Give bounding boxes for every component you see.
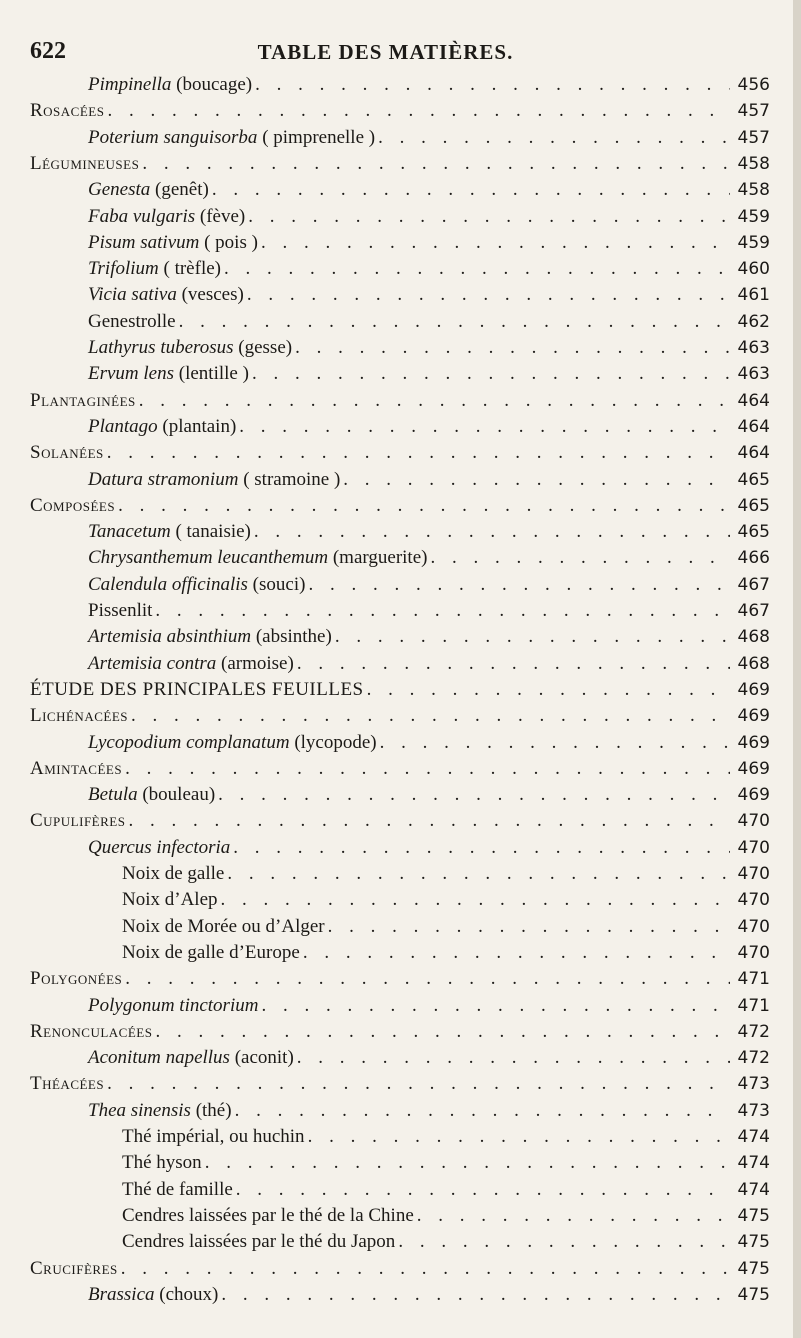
toc-entry-label bbox=[88, 730, 377, 756]
toc-entry bbox=[30, 1019, 770, 1045]
latin-name: Poterium sanguisorba bbox=[88, 126, 258, 148]
dot-leader bbox=[179, 309, 730, 335]
toc-entry bbox=[88, 467, 770, 493]
toc-page-number: 463 bbox=[737, 338, 770, 358]
toc-entry bbox=[30, 808, 770, 834]
toc-entry-label bbox=[122, 1203, 414, 1229]
dot-leader bbox=[335, 624, 730, 650]
dot-leader bbox=[252, 361, 730, 387]
toc-entry bbox=[122, 1203, 770, 1229]
common-name: (bouleau) bbox=[137, 784, 216, 806]
toc-page-number: 472 bbox=[737, 1021, 770, 1042]
latin-name: Datura stramonium bbox=[88, 468, 239, 490]
toc-page-number: 475 bbox=[737, 1258, 770, 1279]
toc-entry bbox=[122, 1124, 770, 1150]
toc-entry bbox=[88, 335, 770, 361]
toc-page-number: 466 bbox=[737, 548, 770, 569]
common-name: (lentille ) bbox=[174, 363, 249, 385]
latin-name: Aconitum napellus bbox=[88, 1047, 230, 1069]
dot-leader bbox=[212, 177, 730, 203]
toc-page-number: 474 bbox=[737, 1127, 770, 1147]
toc-page-number: 469 bbox=[737, 732, 770, 753]
toc-entry-label bbox=[88, 1098, 232, 1124]
common-name: (genêt) bbox=[150, 179, 209, 201]
toc-entry bbox=[30, 966, 770, 992]
toc-page-number: 457 bbox=[737, 127, 770, 148]
toc-entry bbox=[88, 256, 770, 282]
toc-page-number: 470 bbox=[737, 942, 770, 963]
dot-leader bbox=[155, 598, 730, 624]
toc-entry bbox=[122, 914, 770, 940]
dot-leader bbox=[221, 887, 730, 913]
toc-entry-label bbox=[88, 835, 230, 861]
dot-leader bbox=[254, 519, 730, 545]
toc-entry bbox=[88, 204, 770, 230]
dot-leader bbox=[128, 808, 730, 834]
toc-page-number: 471 bbox=[737, 969, 770, 990]
dot-leader bbox=[218, 782, 730, 808]
latin-name: Lathyrus tuberosus bbox=[88, 337, 234, 358]
toc-entry-label bbox=[88, 993, 258, 1019]
common-name: Noix de Morée ou d’Alger bbox=[122, 915, 325, 937]
toc-entry-label bbox=[122, 861, 224, 887]
toc-entry-label bbox=[88, 572, 305, 598]
toc-entry-label bbox=[88, 125, 375, 151]
toc-entry bbox=[88, 519, 770, 545]
toc-entry bbox=[122, 940, 770, 966]
toc-entry-label: Amintacées bbox=[30, 757, 123, 779]
toc-page-number: 470 bbox=[737, 837, 770, 858]
toc-page-number: 471 bbox=[737, 995, 770, 1016]
toc-entry-label bbox=[88, 335, 292, 361]
common-name: (thé) bbox=[190, 1099, 232, 1121]
dot-leader bbox=[247, 282, 730, 308]
toc-page-number: 461 bbox=[737, 285, 770, 306]
toc-page-number: 464 bbox=[737, 443, 770, 464]
toc-page-number: 469 bbox=[737, 785, 770, 806]
toc-entry bbox=[88, 177, 770, 203]
common-name: Thé hyson bbox=[122, 1152, 202, 1174]
toc-entry bbox=[88, 230, 770, 256]
common-name: (boucage) bbox=[171, 74, 253, 95]
dot-leader bbox=[343, 467, 730, 493]
toc-entry-label bbox=[122, 1177, 233, 1203]
toc-page-number: 462 bbox=[737, 311, 770, 332]
toc-entry-label bbox=[88, 256, 221, 282]
toc-entry-label bbox=[88, 624, 332, 650]
dot-leader bbox=[227, 861, 730, 887]
toc-page-number: 474 bbox=[737, 1179, 770, 1200]
latin-name: Quercus infectoria bbox=[88, 836, 231, 858]
common-name: ( trèfle) bbox=[158, 258, 221, 280]
toc-entry-label: Plantaginées bbox=[30, 389, 136, 411]
toc-entry bbox=[30, 703, 770, 729]
toc-entry-label bbox=[88, 361, 249, 387]
toc-entry bbox=[30, 493, 770, 519]
toc-entry bbox=[88, 1045, 770, 1071]
toc-page-number: 458 bbox=[737, 180, 770, 201]
common-name: (aconit) bbox=[229, 1047, 294, 1069]
toc-entry bbox=[30, 440, 770, 466]
common-name: (plantain) bbox=[157, 415, 237, 437]
toc-entry-label: Renonculacées bbox=[30, 1020, 153, 1042]
common-name: (marguerite) bbox=[328, 547, 428, 569]
latin-name: Faba vulgaris bbox=[88, 205, 196, 227]
toc-entry bbox=[88, 651, 770, 677]
dot-leader bbox=[125, 966, 730, 992]
page-number: 622 bbox=[30, 38, 66, 64]
toc-entry-label bbox=[88, 598, 152, 624]
toc-entry-label bbox=[122, 914, 325, 940]
toc-entry-label bbox=[88, 545, 427, 571]
toc-entry bbox=[88, 1282, 770, 1308]
toc-entry-label bbox=[88, 309, 176, 335]
toc-entry bbox=[30, 677, 770, 703]
toc-entry-label bbox=[88, 204, 245, 230]
toc-entry bbox=[122, 1229, 770, 1255]
latin-name: Trifolium bbox=[88, 258, 159, 280]
toc-entry-label: ÉTUDE DES PRINCIPALES FEUILLES bbox=[30, 678, 364, 700]
toc-entry bbox=[88, 545, 770, 571]
toc-page-number: 470 bbox=[737, 916, 770, 937]
toc-page-number: 465 bbox=[737, 522, 770, 543]
latin-name: Tanacetum bbox=[88, 521, 171, 543]
latin-name: Polygonum tinctorium bbox=[88, 994, 259, 1016]
toc-entry bbox=[88, 282, 770, 308]
dot-leader bbox=[308, 572, 730, 598]
toc-page-number: 472 bbox=[737, 1048, 770, 1069]
toc-page-number: 475 bbox=[737, 1232, 770, 1253]
dot-leader bbox=[239, 414, 730, 440]
toc-entry bbox=[30, 756, 770, 782]
toc-entry bbox=[122, 1177, 770, 1203]
latin-name: Vicia sativa bbox=[88, 284, 177, 306]
toc-entry-label bbox=[88, 467, 340, 493]
common-name: Noix de galle bbox=[122, 863, 225, 884]
toc-entry-label bbox=[122, 940, 300, 966]
latin-name: Pimpinella bbox=[88, 74, 172, 95]
dot-leader bbox=[295, 335, 730, 361]
toc-entry-label bbox=[122, 1124, 305, 1150]
toc-page-number: 459 bbox=[737, 232, 770, 253]
toc-entry-label: Solanées bbox=[30, 442, 104, 464]
common-name: (souci) bbox=[247, 573, 306, 595]
dot-leader bbox=[221, 1282, 730, 1308]
latin-name: Pisum sativum bbox=[88, 231, 200, 253]
page-edge bbox=[793, 0, 801, 1338]
toc-entry-label bbox=[88, 651, 294, 677]
toc-entry-label bbox=[88, 282, 244, 308]
toc-entry bbox=[30, 1256, 770, 1282]
common-name: Noix de galle d’Europe bbox=[122, 941, 300, 963]
toc-page-number: 467 bbox=[737, 574, 770, 595]
latin-name: Betula bbox=[88, 784, 138, 806]
latin-name: Artemisia absinthium bbox=[88, 626, 252, 648]
latin-name: Genesta bbox=[88, 179, 151, 201]
toc-entry bbox=[88, 309, 770, 335]
latin-name: Calendula officinalis bbox=[88, 573, 248, 595]
toc-entry-label bbox=[122, 1229, 395, 1255]
toc-entry-label bbox=[88, 1045, 294, 1071]
toc-page-number: 469 bbox=[737, 758, 770, 779]
toc-entry-label: Composées bbox=[30, 494, 116, 516]
toc-entry bbox=[122, 1150, 770, 1176]
toc-entry bbox=[30, 1071, 770, 1097]
toc-entry bbox=[88, 361, 770, 387]
toc-page-number: 468 bbox=[737, 653, 770, 674]
dot-leader bbox=[235, 1098, 730, 1124]
latin-name: Artemisia contra bbox=[88, 652, 217, 674]
toc-page-number: 458 bbox=[737, 153, 770, 174]
dot-leader bbox=[430, 545, 730, 571]
dot-leader bbox=[378, 125, 730, 151]
common-name: (armoise) bbox=[216, 652, 294, 674]
dot-leader bbox=[142, 151, 730, 177]
dot-leader bbox=[131, 703, 730, 729]
toc-entry-label: Rosacées bbox=[30, 100, 105, 122]
toc-entry bbox=[88, 598, 770, 624]
toc-entry-label bbox=[88, 519, 251, 545]
toc-page-number: 468 bbox=[737, 627, 770, 648]
dot-leader bbox=[107, 98, 730, 124]
common-name: Cendres laissées par le thé de la Chine bbox=[122, 1204, 414, 1226]
dot-leader bbox=[125, 756, 730, 782]
toc-entry-label: Légumineuses bbox=[30, 152, 140, 174]
toc-entry bbox=[88, 993, 770, 1019]
toc-page-number: 473 bbox=[737, 1074, 770, 1095]
latin-name: Lycopodium complanatum bbox=[88, 731, 290, 753]
common-name: ( pois ) bbox=[199, 231, 258, 253]
toc-page-number: 470 bbox=[737, 864, 770, 884]
toc-entry bbox=[122, 887, 770, 913]
toc-page-number: 459 bbox=[737, 206, 770, 227]
dot-leader bbox=[308, 1124, 730, 1150]
toc-entry-label bbox=[88, 1282, 218, 1308]
dot-leader bbox=[155, 1019, 730, 1045]
common-name: (choux) bbox=[154, 1283, 219, 1305]
dot-leader bbox=[255, 72, 730, 98]
dot-leader bbox=[236, 1177, 730, 1203]
toc-page-number: 464 bbox=[737, 416, 770, 437]
toc-page-number: 469 bbox=[737, 679, 770, 700]
dot-leader bbox=[121, 1256, 730, 1282]
dot-leader bbox=[118, 493, 730, 519]
dot-leader bbox=[107, 1071, 730, 1097]
toc-entry-label bbox=[122, 887, 218, 913]
latin-name: Chrysanthemum leucanthemum bbox=[88, 547, 329, 569]
toc-entry bbox=[88, 730, 770, 756]
toc-entry bbox=[88, 624, 770, 650]
toc-entry-label: Théacées bbox=[30, 1073, 105, 1095]
toc-page-number: 465 bbox=[737, 495, 770, 516]
page-header bbox=[30, 38, 741, 68]
toc-entry bbox=[88, 72, 770, 98]
common-name: (lycopode) bbox=[289, 731, 377, 753]
latin-name: Brassica bbox=[88, 1283, 155, 1305]
dot-leader bbox=[261, 230, 730, 256]
dot-leader bbox=[139, 388, 730, 414]
toc-page-number: 460 bbox=[737, 259, 770, 280]
toc-page-number: 465 bbox=[737, 469, 770, 490]
common-name: (vesces) bbox=[176, 284, 244, 306]
dot-leader bbox=[297, 1045, 730, 1071]
toc-page-number: 470 bbox=[737, 890, 770, 911]
common-name: ( tanaisie) bbox=[170, 521, 251, 543]
toc-entry bbox=[30, 388, 770, 414]
toc-entry-label bbox=[122, 1150, 202, 1176]
toc-entry-label bbox=[88, 782, 215, 808]
dot-leader bbox=[233, 835, 730, 861]
toc-entry-label: Cupulifères bbox=[30, 810, 126, 832]
latin-name: Thea sinensis bbox=[88, 1099, 191, 1121]
toc-page-number: 470 bbox=[737, 811, 770, 832]
toc-entry-label: Polygonées bbox=[30, 968, 123, 990]
common-name: Thé de famille bbox=[122, 1178, 233, 1200]
toc-entry-label bbox=[88, 72, 252, 98]
toc-entry bbox=[88, 1098, 770, 1124]
common-name: (absinthe) bbox=[251, 626, 332, 648]
dot-leader bbox=[398, 1229, 730, 1255]
toc-page-number: 457 bbox=[737, 101, 770, 122]
common-name: Thé impérial, ou huchin bbox=[122, 1126, 305, 1147]
toc-page-number: 463 bbox=[737, 364, 770, 385]
common-name: Pissenlit bbox=[88, 600, 153, 621]
toc-entry-label: Crucifères bbox=[30, 1257, 118, 1279]
common-name: (fève) bbox=[195, 205, 246, 227]
common-name: ( pimprenelle ) bbox=[257, 126, 376, 148]
toc-entry bbox=[88, 572, 770, 598]
dot-leader bbox=[328, 914, 730, 940]
dot-leader bbox=[261, 993, 730, 1019]
dot-leader bbox=[367, 677, 730, 703]
toc-page-number: 464 bbox=[737, 390, 770, 411]
toc-entry-label: Lichénacées bbox=[30, 705, 128, 727]
toc-page-number: 474 bbox=[737, 1153, 770, 1174]
common-name: Noix d’Alep bbox=[122, 889, 218, 911]
toc-entry bbox=[30, 151, 770, 177]
dot-leader bbox=[248, 204, 730, 230]
common-name: (gesse) bbox=[233, 337, 293, 358]
toc-entry bbox=[88, 835, 770, 861]
toc-page-number: 469 bbox=[737, 706, 770, 727]
common-name: Cendres laissées par le thé du Japon bbox=[122, 1231, 396, 1253]
latin-name: Plantago bbox=[88, 415, 158, 437]
dot-leader bbox=[303, 940, 730, 966]
dot-leader bbox=[380, 730, 730, 756]
toc-page-number: 475 bbox=[737, 1284, 770, 1305]
toc-entry bbox=[88, 414, 770, 440]
running-title: TABLE DES MATIÈRES. bbox=[257, 40, 514, 64]
toc-entry bbox=[88, 125, 770, 151]
dot-leader bbox=[205, 1150, 730, 1176]
toc-entry bbox=[88, 782, 770, 808]
toc-page-number: 456 bbox=[737, 75, 770, 95]
latin-name: Ervum lens bbox=[88, 363, 175, 385]
toc-entry-label bbox=[88, 177, 209, 203]
toc-page-number: 473 bbox=[737, 1100, 770, 1121]
toc-page-number: 475 bbox=[737, 1205, 770, 1226]
dot-leader bbox=[417, 1203, 730, 1229]
dot-leader bbox=[297, 651, 730, 677]
toc-entry-label bbox=[88, 230, 258, 256]
common-name: ( stramoine ) bbox=[238, 468, 341, 490]
toc-entry bbox=[122, 861, 770, 887]
toc-page-number: 467 bbox=[737, 601, 770, 621]
dot-leader bbox=[107, 440, 730, 466]
common-name: Genestrolle bbox=[88, 310, 176, 332]
dot-leader bbox=[224, 256, 730, 282]
toc-entry-label bbox=[88, 414, 236, 440]
toc-entry bbox=[30, 98, 770, 124]
